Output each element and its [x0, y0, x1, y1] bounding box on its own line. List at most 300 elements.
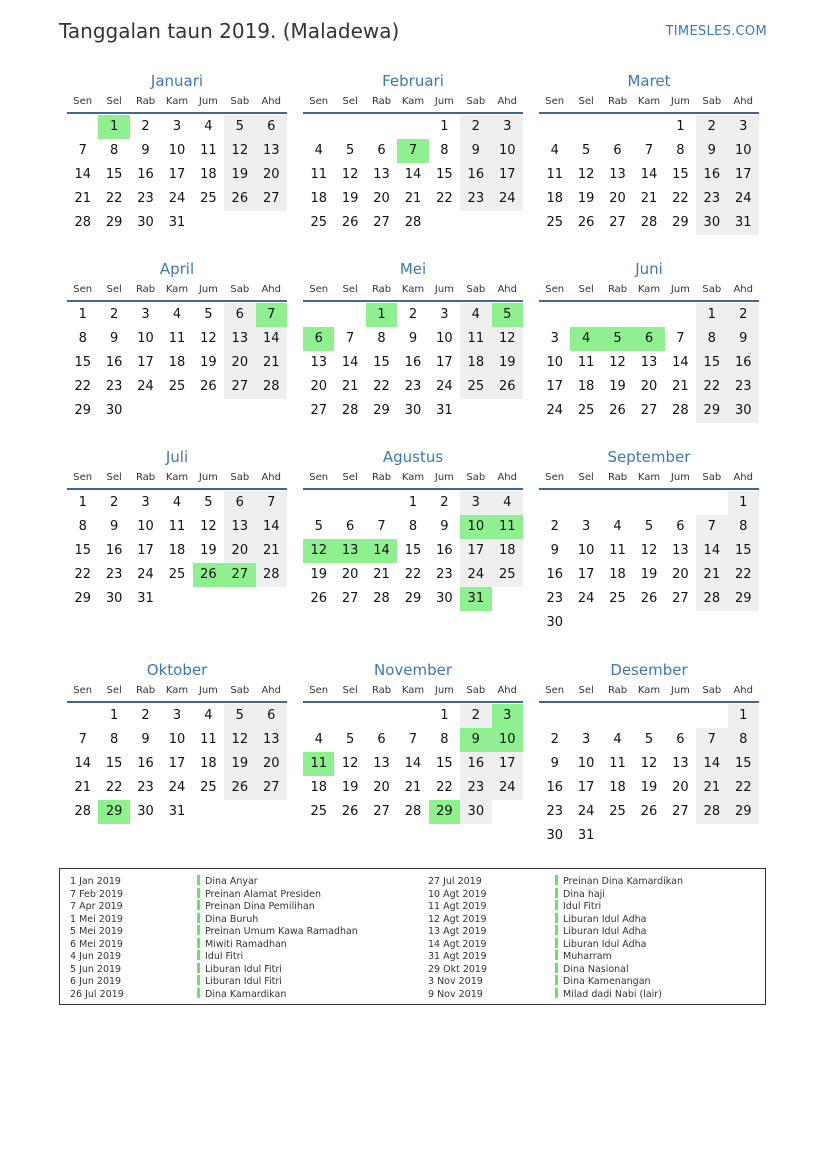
day-cell: 4: [204, 708, 213, 723]
day-cell: 25: [310, 215, 327, 230]
day-cell: 15: [373, 355, 390, 370]
day-cell: 25: [577, 403, 595, 418]
day-cell: 12: [609, 355, 626, 370]
legend-date: 31 Agt 2019: [428, 951, 487, 962]
weekday-label: Jum: [670, 685, 690, 696]
day-cell: 23: [105, 379, 123, 394]
legend-row: [428, 938, 683, 951]
empty-cell: [602, 115, 633, 139]
day-cell: 23: [460, 776, 491, 800]
day-cell: 6: [256, 115, 287, 139]
legend-date: 1 Mei 2019: [70, 913, 123, 925]
month-agustus: [303, 448, 523, 611]
day-cell: 23: [460, 187, 491, 211]
legend-date: 11 Agt 2019: [428, 901, 487, 912]
day-cell: 29: [404, 591, 422, 606]
day-cell: 18: [492, 539, 523, 563]
day-cell: 21: [696, 563, 727, 587]
day-cell: 11: [200, 143, 217, 158]
weekday-label: Kam: [637, 284, 661, 295]
month-oktober: [67, 661, 287, 824]
month-name: Juli: [165, 448, 189, 466]
day-grid: [67, 704, 287, 824]
day-cell: 13: [609, 167, 626, 182]
legend-holiday-name: Liburan Idul Fitri: [205, 963, 282, 975]
day-cell: 28: [74, 215, 91, 230]
day-cell: 10: [728, 139, 759, 163]
legend-holiday-name: Preinan Umum Kawa Ramadhan: [205, 926, 358, 937]
day-cell: 16: [137, 167, 154, 182]
day-cell: 12: [224, 728, 255, 752]
month-name: Juni: [635, 260, 663, 278]
weekday-label: Jum: [198, 472, 218, 483]
day-cell: 8: [377, 331, 386, 346]
month-juni: [539, 260, 759, 423]
empty-cell: [602, 491, 633, 515]
month-name: Agustus: [382, 448, 444, 466]
weekday-header: [539, 685, 759, 703]
weekday-header: [67, 284, 287, 302]
weekday-label: Kam: [165, 472, 189, 483]
weekday-label: Kam: [401, 96, 425, 107]
day-cell: 9: [141, 143, 150, 158]
day-cell: 13: [373, 167, 390, 182]
day-cell: 12: [200, 331, 217, 346]
day-cell: 7: [696, 728, 727, 752]
empty-cell: [366, 115, 397, 139]
day-cell: 13: [672, 756, 689, 771]
day-cell: 26: [200, 379, 217, 394]
day-cell: 9: [440, 519, 449, 534]
day-cell: 5: [224, 704, 255, 728]
day-cell: 3: [728, 115, 759, 139]
legend-marker: [555, 963, 558, 973]
empty-cell: [303, 115, 334, 139]
empty-cell: [303, 704, 334, 728]
day-cell: 17: [492, 752, 523, 776]
weekday-label: Jum: [198, 685, 218, 696]
legend-date: 12 Agt 2019: [428, 913, 487, 925]
day-cell: 7: [676, 331, 685, 346]
day-cell: 30: [436, 591, 453, 606]
legend-date: 27 Jul 2019: [428, 876, 482, 887]
day-cell: 29: [74, 591, 91, 606]
day-cell: 11: [546, 167, 563, 182]
holiday-day: 5: [492, 303, 523, 327]
weekday-label: Ahd: [497, 96, 517, 107]
weekday-label: Ahd: [261, 96, 281, 107]
day-cell: 4: [204, 119, 213, 134]
legend-holiday-name: Miwiti Ramadhan: [205, 938, 287, 950]
day-cell: 18: [168, 355, 186, 370]
empty-cell: [366, 704, 397, 728]
day-cell: 13: [256, 139, 287, 163]
day-cell: 2: [440, 495, 449, 510]
holiday-day: 6: [633, 327, 664, 351]
day-cell: 27: [224, 375, 255, 399]
day-cell: 19: [200, 543, 217, 558]
day-cell: 6: [256, 704, 287, 728]
day-cell: 24: [168, 780, 186, 795]
day-cell: 21: [256, 539, 287, 563]
day-grid: [539, 704, 759, 848]
day-cell: 2: [550, 519, 559, 534]
legend-holiday-name: Idul Fitri: [205, 951, 244, 962]
day-cell: 5: [581, 143, 591, 158]
day-cell: 28: [256, 375, 287, 399]
day-cell: 28: [74, 804, 91, 819]
legend-row: [428, 975, 683, 988]
day-cell: 10: [577, 543, 595, 558]
day-cell: 1: [440, 119, 449, 134]
weekday-label: Rab: [135, 96, 156, 107]
day-cell: 30: [546, 828, 563, 843]
legend-marker: [197, 938, 200, 948]
day-cell: 30: [137, 804, 154, 819]
day-cell: 26: [609, 403, 626, 418]
legend-row: [70, 963, 358, 976]
legend-column-right: [428, 875, 683, 1000]
empty-cell: [539, 491, 570, 515]
brand-link[interactable]: TIMESLES.COM: [665, 24, 767, 39]
day-cell: 12: [492, 327, 523, 351]
day-cell: 1: [408, 495, 418, 510]
day-grid: [303, 491, 523, 611]
day-cell: 25: [200, 780, 217, 795]
day-cell: 14: [696, 752, 727, 776]
day-cell: 14: [256, 327, 287, 351]
day-cell: 7: [377, 519, 386, 534]
day-cell: 2: [141, 708, 150, 723]
empty-cell: [633, 115, 664, 139]
day-cell: 6: [676, 519, 685, 534]
day-cell: 22: [696, 375, 727, 399]
legend-date: 13 Agt 2019: [428, 926, 487, 937]
day-cell: 14: [404, 756, 422, 771]
month-name: Maret: [627, 72, 671, 90]
legend-row: [70, 950, 358, 963]
day-cell: 31: [436, 403, 453, 418]
weekday-label: Sel: [106, 685, 122, 696]
day-cell: 21: [404, 191, 422, 206]
day-cell: 27: [609, 215, 626, 230]
day-cell: 17: [137, 355, 154, 370]
day-cell: 7: [408, 732, 418, 747]
day-cell: 28: [341, 403, 359, 418]
day-cell: 16: [105, 355, 123, 370]
day-cell: 30: [404, 403, 422, 418]
legend-holiday-name: Liburan Idul Adha: [563, 926, 647, 937]
day-grid: [67, 115, 287, 235]
holiday-day: 4: [570, 327, 601, 351]
legend-holiday-name: Dina Kamenangan: [563, 976, 651, 987]
day-cell: 16: [696, 163, 727, 187]
weekday-header: [303, 472, 523, 490]
legend-holiday-name: Dina Nasional: [563, 963, 629, 975]
day-cell: 15: [728, 539, 759, 563]
day-cell: 22: [373, 379, 390, 394]
weekday-header: [67, 472, 287, 490]
day-cell: 4: [460, 303, 491, 327]
day-cell: 29: [373, 403, 390, 418]
weekday-label: Ahd: [261, 472, 281, 483]
day-cell: 9: [696, 139, 727, 163]
day-cell: 12: [200, 519, 217, 534]
weekday-label: Rab: [607, 685, 628, 696]
day-cell: 2: [141, 119, 150, 134]
day-cell: 2: [460, 704, 491, 728]
holiday-legend: [59, 868, 766, 1005]
weekday-label: Sel: [342, 685, 358, 696]
day-cell: 4: [613, 519, 622, 534]
day-cell: 20: [341, 567, 359, 582]
month-name: Mei: [399, 260, 427, 278]
legend-date: 6 Jun 2019: [70, 976, 122, 987]
weekday-label: Sel: [578, 96, 594, 107]
weekday-label: Sen: [73, 284, 93, 295]
day-cell: 24: [492, 776, 523, 800]
legend-holiday-name: Liburan Idul Adha: [563, 938, 647, 950]
legend-row: [428, 963, 683, 976]
day-cell: 17: [728, 163, 759, 187]
day-cell: 5: [345, 732, 355, 747]
day-cell: 19: [224, 752, 255, 776]
day-cell: 20: [224, 351, 255, 375]
day-cell: 15: [672, 167, 689, 182]
day-grid: [303, 115, 523, 235]
legend-holiday-name: Preinan Alamat Presiden: [205, 888, 321, 900]
day-cell: 2: [696, 115, 727, 139]
day-cell: 3: [141, 495, 150, 510]
day-cell: 22: [74, 567, 91, 582]
legend-date: 5 Mei 2019: [70, 926, 123, 937]
legend-holiday-name: Preinan Dina Pemilihan: [205, 901, 315, 912]
legend-marker: [197, 913, 200, 923]
day-cell: 23: [137, 191, 154, 206]
empty-cell: [665, 303, 696, 327]
day-cell: 21: [74, 191, 91, 206]
day-cell: 9: [550, 543, 559, 558]
month-name: Februari: [382, 72, 444, 90]
legend-row: [428, 950, 683, 963]
legend-marker: [197, 988, 200, 998]
legend-holiday-name: Liburan Idul Fitri: [205, 976, 282, 987]
day-cell: 31: [137, 591, 154, 606]
day-cell: 16: [404, 355, 422, 370]
day-cell: 30: [105, 403, 123, 418]
empty-cell: [633, 704, 664, 728]
day-cell: 9: [141, 732, 150, 747]
day-cell: 16: [460, 752, 491, 776]
day-cell: 14: [256, 515, 287, 539]
holiday-day: 7: [397, 139, 428, 163]
holiday-day: 27: [224, 563, 255, 587]
day-cell: 3: [172, 119, 182, 134]
day-cell: 28: [696, 587, 727, 611]
day-cell: 25: [310, 804, 327, 819]
legend-marker: [197, 925, 200, 935]
day-cell: 24: [460, 563, 491, 587]
day-cell: 23: [436, 567, 453, 582]
legend-date: 6 Mei 2019: [70, 938, 123, 950]
day-cell: 26: [492, 375, 523, 399]
legend-date: 14 Agt 2019: [428, 938, 487, 950]
empty-cell: [334, 115, 365, 139]
weekday-label: Jum: [670, 96, 690, 107]
day-cell: 1: [696, 303, 727, 327]
day-cell: 22: [105, 780, 123, 795]
day-cell: 4: [613, 732, 622, 747]
day-cell: 28: [373, 591, 390, 606]
day-cell: 6: [676, 732, 685, 747]
day-cell: 20: [256, 752, 287, 776]
holiday-day: 5: [602, 327, 633, 351]
weekday-label: Ahd: [261, 685, 281, 696]
day-cell: 26: [341, 804, 359, 819]
day-cell: 27: [256, 187, 287, 211]
day-cell: 13: [672, 543, 689, 558]
day-cell: 10: [577, 756, 595, 771]
day-cell: 31: [728, 211, 759, 235]
day-cell: 6: [613, 143, 622, 158]
day-cell: 21: [341, 379, 359, 394]
legend-row: [428, 888, 683, 901]
legend-row: [428, 988, 683, 1001]
day-cell: 23: [105, 567, 123, 582]
weekday-label: Jum: [670, 284, 690, 295]
legend-holiday-name: Milad dadi Nabi (lair): [563, 988, 662, 1000]
day-cell: 28: [256, 563, 287, 587]
day-cell: 17: [168, 167, 186, 182]
day-cell: 16: [137, 756, 154, 771]
weekday-label: Rab: [135, 284, 156, 295]
day-cell: 5: [644, 519, 654, 534]
empty-cell: [334, 491, 365, 515]
day-cell: 24: [546, 403, 563, 418]
day-cell: 21: [74, 780, 91, 795]
month-name: September: [607, 448, 691, 466]
legend-marker: [555, 913, 558, 923]
legend-row: [70, 875, 358, 888]
day-cell: 6: [345, 519, 355, 534]
day-cell: 29: [672, 215, 689, 230]
day-cell: 20: [640, 379, 658, 394]
legend-date: 7 Apr 2019: [70, 901, 123, 912]
day-cell: 4: [550, 143, 559, 158]
day-cell: 16: [105, 543, 123, 558]
month-januari: [67, 72, 287, 235]
month-name: November: [373, 661, 453, 679]
day-grid: [303, 704, 523, 824]
day-cell: 2: [460, 115, 491, 139]
day-cell: 23: [696, 187, 727, 211]
weekday-label: Sel: [578, 685, 594, 696]
day-cell: 21: [672, 379, 689, 394]
weekday-label: Sel: [342, 472, 358, 483]
weekday-label: Kam: [637, 685, 661, 696]
day-cell: 8: [408, 519, 418, 534]
day-cell: 19: [640, 780, 658, 795]
weekday-label: Ahd: [733, 685, 753, 696]
weekday-label: Sen: [73, 685, 93, 696]
legend-row: [70, 988, 358, 1001]
legend-marker: [197, 875, 200, 885]
weekday-label: Kam: [401, 685, 425, 696]
legend-row: [70, 913, 358, 926]
day-cell: 18: [200, 167, 217, 182]
day-cell: 13: [310, 355, 327, 370]
holiday-day: 29: [98, 800, 129, 824]
day-cell: 16: [546, 567, 563, 582]
legend-date: 3 Nov 2019: [428, 976, 483, 987]
month-name: Desember: [610, 661, 688, 679]
day-cell: 10: [436, 331, 453, 346]
day-cell: 8: [109, 732, 119, 747]
legend-marker: [197, 975, 200, 985]
day-cell: 12: [577, 167, 595, 182]
day-cell: 7: [345, 331, 355, 346]
weekday-header: [303, 685, 523, 703]
day-cell: 15: [105, 167, 123, 182]
day-cell: 3: [550, 331, 559, 346]
day-grid: [539, 303, 759, 423]
month-desember: [539, 661, 759, 848]
day-cell: 17: [460, 539, 491, 563]
legend-holiday-name: Dina Kamardikan: [205, 988, 287, 1000]
day-cell: 14: [341, 355, 359, 370]
weekday-label: Ahd: [497, 685, 517, 696]
day-cell: 12: [341, 167, 359, 182]
weekday-label: Sen: [545, 96, 565, 107]
day-cell: 15: [696, 351, 727, 375]
legend-holiday-name: Dina haji: [563, 888, 605, 900]
legend-row: [428, 913, 683, 926]
day-cell: 30: [728, 399, 759, 423]
day-cell: 11: [460, 327, 491, 351]
day-cell: 8: [440, 143, 449, 158]
month-maret: [539, 72, 759, 235]
day-cell: 19: [492, 351, 523, 375]
weekday-label: Ahd: [733, 472, 753, 483]
legend-marker: [197, 888, 200, 898]
legend-date: 5 Jun 2019: [70, 963, 122, 975]
day-cell: 22: [436, 780, 453, 795]
day-cell: 18: [310, 191, 327, 206]
legend-row: [428, 875, 683, 888]
day-cell: 16: [546, 780, 563, 795]
day-cell: 25: [609, 591, 626, 606]
legend-row: [70, 900, 358, 913]
empty-cell: [303, 303, 334, 327]
weekday-label: Sel: [578, 284, 594, 295]
day-cell: 24: [577, 804, 595, 819]
day-cell: 23: [404, 379, 422, 394]
day-cell: 14: [640, 167, 658, 182]
holiday-day: 1: [98, 115, 129, 139]
day-cell: 20: [310, 379, 327, 394]
empty-cell: [334, 704, 365, 728]
day-cell: 17: [168, 756, 186, 771]
day-cell: 18: [168, 543, 186, 558]
empty-cell: [539, 115, 570, 139]
legend-row: [70, 925, 358, 938]
legend-holiday-name: Liburan Idul Adha: [563, 913, 647, 925]
day-cell: 15: [436, 167, 453, 182]
day-cell: 22: [74, 379, 91, 394]
day-cell: 27: [672, 591, 689, 606]
weekday-label: Sen: [545, 284, 565, 295]
weekday-header: [67, 685, 287, 703]
